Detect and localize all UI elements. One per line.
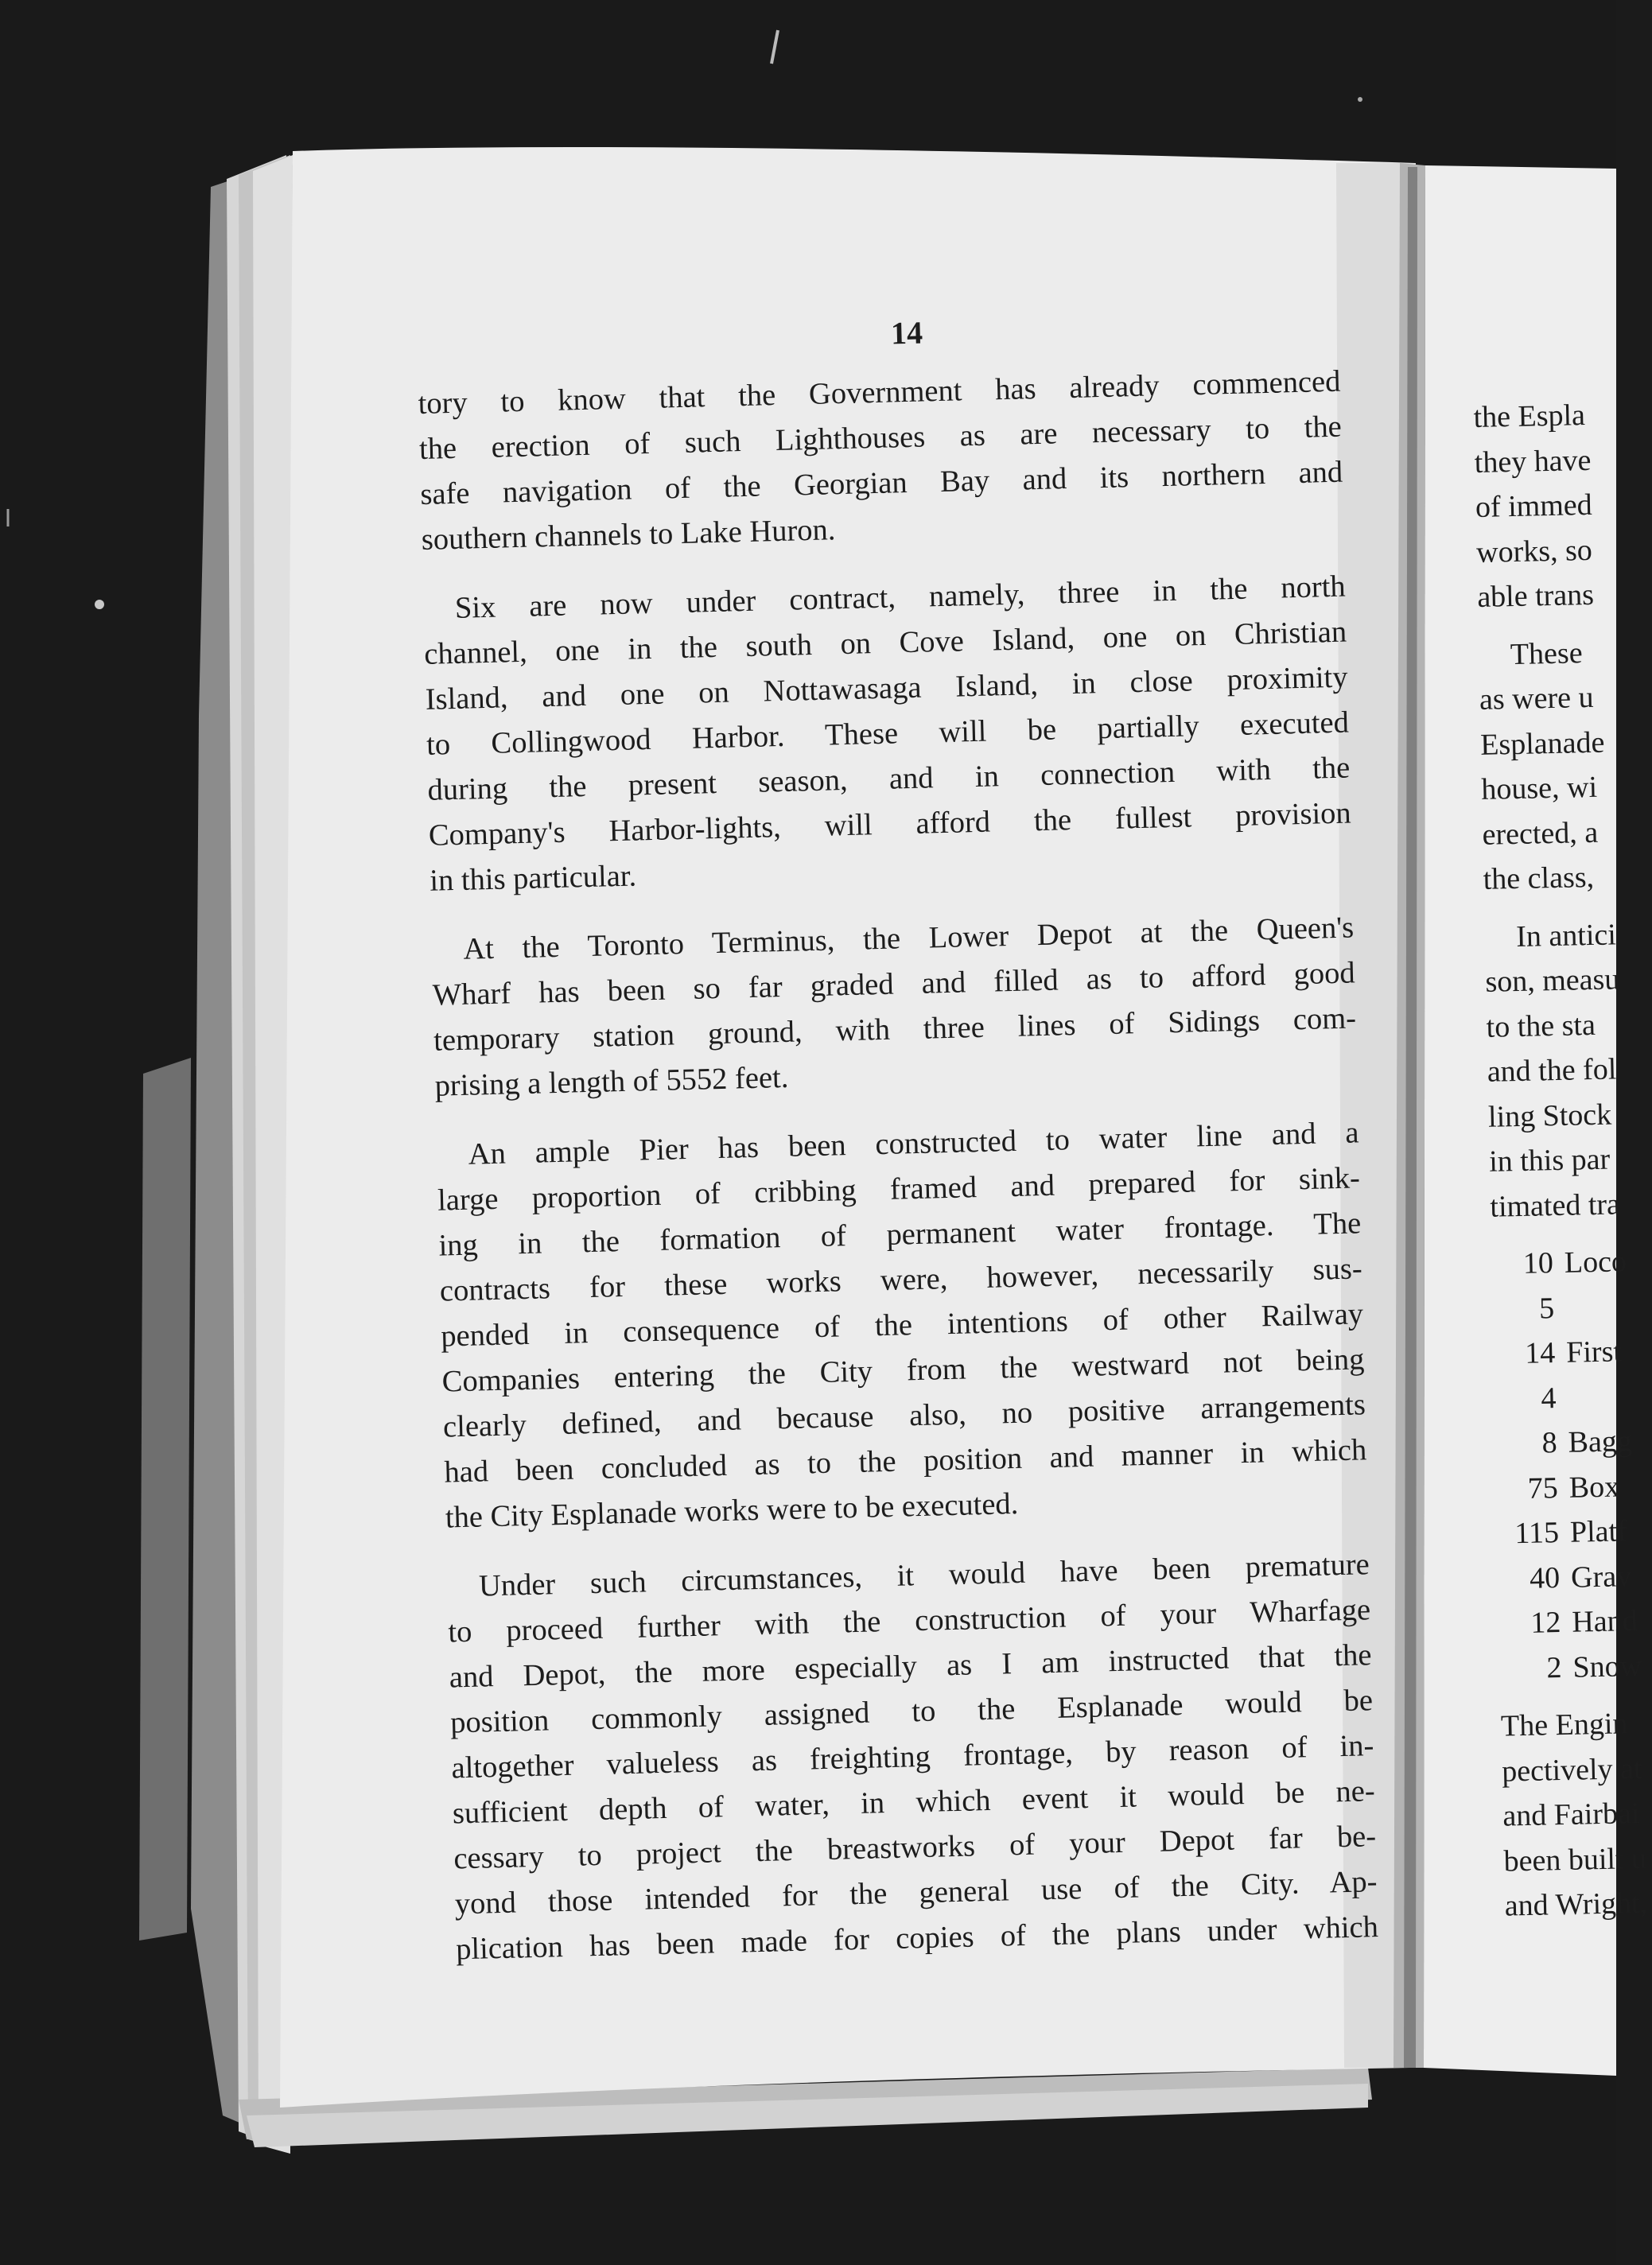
text-line: safe navigation of the Georgian Bay and its northern and xyxy=(419,455,1343,511)
text-line: An ample Pier has been constructed to water line and a xyxy=(468,1116,1359,1171)
text-line: Six are now under contract, namely, three in the north xyxy=(454,569,1347,625)
table-item: Grav xyxy=(1570,1559,1632,1595)
text-line: Wharf has been so far graded and filled as to afford good xyxy=(432,956,1356,1012)
table-row xyxy=(1495,1463,1643,1511)
table-row xyxy=(1494,1373,1642,1421)
text-line: Island, and one on Nottawasaga Island, in close proximity xyxy=(425,660,1348,717)
table-item xyxy=(1565,1291,1566,1324)
text-line: These xyxy=(1510,635,1583,671)
left-page-body xyxy=(418,359,1379,1997)
table-row xyxy=(1496,1509,1644,1556)
text-line: Under such circumstances, it would have been premature xyxy=(478,1548,1370,1603)
text-line: position commonly assigned to the Esplanade would be xyxy=(449,1684,1374,1740)
text-line: ing in the formation of permanent water frontage. The xyxy=(438,1206,1362,1263)
text-line: Companies entering the City from the westward not being xyxy=(441,1342,1365,1399)
text-line: cessary to project the breastworks of your Depot far be- xyxy=(453,1820,1377,1876)
table-row xyxy=(1499,1643,1647,1691)
text-line: in this par xyxy=(1488,1142,1611,1179)
text-line: they have xyxy=(1474,443,1592,480)
text-line: Company's Harbor-lights, will afford the fullest provision xyxy=(428,796,1352,853)
text-line: in this particular. xyxy=(429,859,637,898)
text-line: to proceed further with the construction of your Wharfage xyxy=(447,1593,1371,1649)
table-count: 12 xyxy=(1530,1606,1561,1640)
text-line: the class, xyxy=(1483,860,1595,896)
text-line: In antici xyxy=(1515,917,1617,954)
text-line: able trans xyxy=(1476,577,1595,614)
table-item: Platf xyxy=(1569,1514,1628,1549)
table-count: 14 xyxy=(1524,1336,1556,1370)
text-line: plication has been made for copies of the plans under which xyxy=(455,1910,1379,1967)
paragraph xyxy=(418,359,1344,563)
text-line: altogether valueless as freighting frontage, by reason of in- xyxy=(451,1729,1374,1785)
table-item: Loco xyxy=(1564,1245,1627,1280)
text-line: and Fairbai xyxy=(1502,1797,1640,1833)
table-count: 40 xyxy=(1529,1560,1561,1595)
text-line: pectively at xyxy=(1501,1751,1642,1789)
paragraph xyxy=(436,1110,1368,1540)
text-line: as were u xyxy=(1479,680,1594,717)
text-line: the City Esplanade works were to be executed. xyxy=(445,1486,1019,1535)
text-line: timated tra xyxy=(1489,1187,1621,1224)
text-line: large proportion of cribbing framed and prepared for sink- xyxy=(437,1161,1361,1218)
table-row xyxy=(1498,1599,1646,1646)
table-item: Box xyxy=(1568,1469,1620,1505)
text-line: had been concluded as to the position and manner in which xyxy=(444,1433,1367,1490)
text-line: house, wi xyxy=(1480,770,1598,806)
table-row xyxy=(1493,1329,1641,1377)
table-row xyxy=(1498,1553,1646,1601)
text-line: Esplanade xyxy=(1479,725,1605,762)
table-count: 115 xyxy=(1514,1516,1560,1551)
text-line: contracts for these works were, however, necessarily sus- xyxy=(439,1252,1363,1308)
table-item: Hand xyxy=(1571,1604,1638,1639)
text-line: sufficient depth of water, in which event it would be ne- xyxy=(452,1774,1376,1831)
text-line: to Collingwood Harbor. These will be partially executed xyxy=(426,705,1350,762)
text-line: clearly defined, and because also, no positive arrangements xyxy=(442,1388,1366,1444)
text-line: of immed xyxy=(1475,488,1593,524)
text-line: works, so xyxy=(1475,533,1593,569)
table-count: 4 xyxy=(1540,1381,1557,1415)
text-line: southern channels to Lake Huron. xyxy=(421,513,836,557)
table-count: 8 xyxy=(1541,1426,1558,1460)
text-line: son, measu xyxy=(1485,962,1620,999)
table-count: 5 xyxy=(1538,1291,1555,1326)
text-line: temporary station ground, with three lines of Sidings com- xyxy=(433,1001,1357,1058)
text-line: the erection of such Lighthouses as are necessary to the xyxy=(418,410,1343,466)
text-line: the Espla xyxy=(1473,398,1586,434)
text-line: been built u xyxy=(1503,1841,1647,1878)
text-line: and the fol xyxy=(1487,1052,1617,1089)
table-count: 2 xyxy=(1546,1650,1562,1684)
text-line: and Wright, xyxy=(1504,1886,1648,1923)
paragraph xyxy=(446,1542,1378,1972)
text-line: prising a length of 5552 feet. xyxy=(434,1060,789,1103)
text-line: ling Stock xyxy=(1487,1098,1612,1134)
text-line: during the present season, and in connection with the xyxy=(427,751,1351,807)
text-line: erected, a xyxy=(1482,815,1599,852)
table-row xyxy=(1491,1284,1639,1331)
table-row xyxy=(1491,1239,1638,1287)
table-count: 10 xyxy=(1522,1246,1554,1280)
table-row xyxy=(1495,1419,1642,1467)
text-line: to the sta xyxy=(1486,1008,1596,1044)
table-item xyxy=(1567,1381,1568,1414)
text-line: yond those intended for the general use of the City. Ap- xyxy=(454,1865,1378,1921)
text-line: The Engin xyxy=(1500,1707,1628,1743)
right-page-fragment xyxy=(1473,392,1652,1929)
text-line: tory to know that the Government has already commenced xyxy=(418,364,1341,421)
table-count: 75 xyxy=(1527,1471,1559,1505)
table-item: Snow xyxy=(1572,1649,1642,1684)
table-item: Bagg xyxy=(1568,1424,1633,1459)
text-line: At the Toronto Terminus, the Lower Depot at the Queen's xyxy=(462,911,1355,966)
text-line: channel, one in the south on Cove Island, one on Christian xyxy=(423,615,1347,671)
paragraph xyxy=(431,905,1358,1109)
page-number: 14 xyxy=(890,314,923,352)
table-item: First xyxy=(1565,1335,1623,1369)
text-line: and Depot, the more especially as I am instructed that the xyxy=(449,1638,1372,1695)
text-line: pended in consequence of the intentions of other Railway xyxy=(440,1297,1364,1354)
paragraph xyxy=(422,565,1352,904)
